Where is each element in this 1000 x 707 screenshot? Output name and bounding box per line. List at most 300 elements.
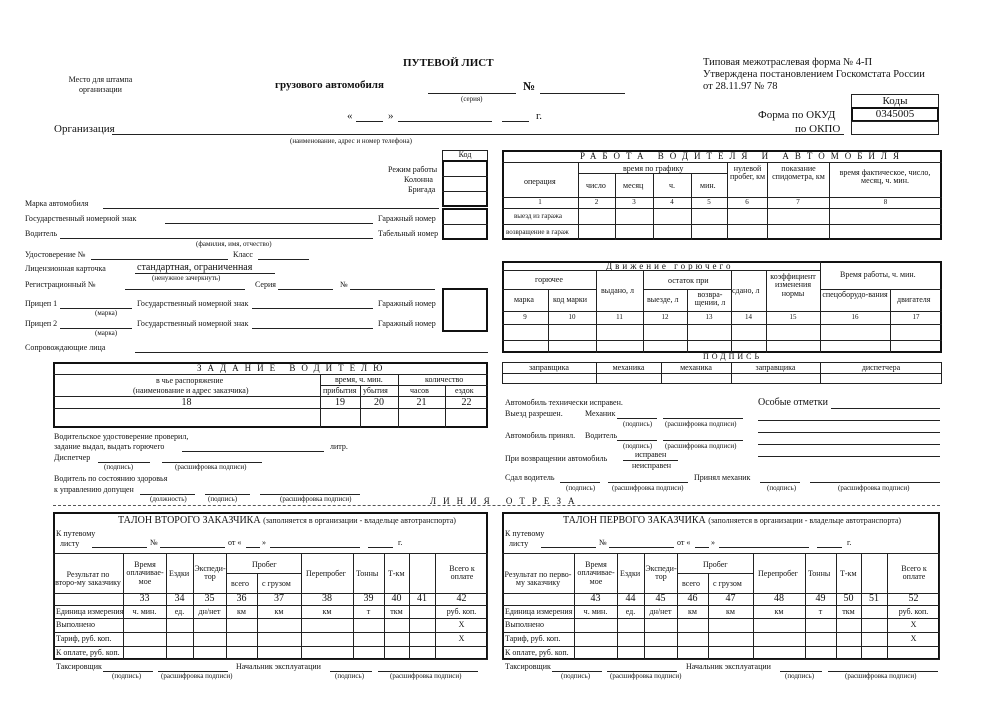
kod-box-1[interactable] bbox=[442, 160, 488, 207]
sign-caption: (подпись) bbox=[561, 672, 591, 680]
fuel-num: 9 bbox=[523, 313, 527, 321]
fuel-title: Движение горючего bbox=[606, 261, 734, 271]
sign-caption: (подпись) bbox=[785, 672, 815, 680]
t2-vl bbox=[301, 553, 302, 660]
t2-num: 37 bbox=[274, 593, 284, 604]
doc-title: ПУТЕВОЙ ЛИСТ bbox=[403, 57, 494, 69]
talon1-title-text: ТАЛОН ПЕРВОГО ЗАКАЗЧИКА bbox=[563, 515, 706, 526]
task-time: время, ч. мин. bbox=[335, 375, 383, 384]
work-num: 8 bbox=[883, 198, 888, 206]
decode-caption: (расшифровка подписи) bbox=[610, 672, 682, 680]
t2-hl bbox=[53, 618, 488, 619]
t1-unit-val: км bbox=[688, 607, 697, 616]
series-label: Серия bbox=[255, 280, 276, 289]
series-caption: (серия) bbox=[461, 95, 483, 103]
mech-sign-line[interactable] bbox=[617, 418, 657, 419]
t2-num: 35 bbox=[204, 593, 215, 604]
talon2-day-line[interactable] bbox=[246, 547, 260, 548]
decode-caption: (расшифровка подписи) bbox=[161, 672, 233, 680]
talon1-sheet-series-line[interactable] bbox=[541, 547, 596, 548]
series-field-line[interactable] bbox=[278, 289, 333, 290]
task-hours: часов bbox=[410, 386, 429, 395]
t2-x: X bbox=[458, 634, 465, 643]
form-line-3: от 28.11.97 № 78 bbox=[703, 81, 778, 92]
t2-rerun: Перепробег bbox=[306, 569, 346, 578]
talon1-no: № bbox=[599, 538, 607, 547]
t1-exp: Экспеди-тор bbox=[645, 564, 677, 582]
t1-vl bbox=[861, 553, 862, 660]
trailer2-brand-caption: (марка) bbox=[95, 329, 118, 337]
car-brand-label: Марка автомобиля bbox=[25, 199, 89, 208]
t1-run: Пробег bbox=[703, 560, 728, 569]
trailer1-garage-label: Гаражный номер bbox=[378, 299, 436, 308]
work-num: 6 bbox=[745, 198, 749, 206]
talon2-note: (заполняется в организации - владельце автотранспорта) bbox=[263, 516, 456, 525]
handed-driver-label: Сдал водитель bbox=[505, 473, 555, 482]
tab-no-label: Табельный номер bbox=[378, 229, 439, 238]
t1-payable: К оплате, руб. коп. bbox=[505, 648, 569, 657]
cut-line bbox=[53, 505, 940, 506]
plate-line[interactable] bbox=[165, 223, 373, 224]
driver-line[interactable] bbox=[60, 238, 373, 239]
talon2-sheet-series-line[interactable] bbox=[92, 547, 147, 548]
sign-caption: (подпись) bbox=[335, 672, 365, 680]
license-value[interactable]: стандартная, ограниченная bbox=[137, 262, 253, 273]
faulty-label[interactable]: неисправен bbox=[632, 461, 672, 470]
t2-chief: Начальник эксплуатации bbox=[236, 662, 321, 671]
column-label: Колонна bbox=[404, 175, 433, 184]
t2-vl bbox=[226, 553, 227, 660]
signature-label: ПОДПИСЬ bbox=[703, 352, 763, 361]
t2-loaded: с грузом bbox=[262, 579, 291, 588]
talon2-to-sheet: К путевому bbox=[56, 529, 96, 538]
okpo-label: по ОКПО bbox=[795, 123, 841, 135]
t2-vl bbox=[353, 553, 354, 660]
sign-caption: (подпись) bbox=[208, 495, 238, 503]
t1-num: 44 bbox=[625, 593, 636, 604]
task-num: 22 bbox=[461, 397, 472, 408]
decode-caption: (расшифровка подписи) bbox=[665, 442, 737, 450]
fuel-hl bbox=[502, 270, 820, 271]
t2-vl bbox=[166, 553, 167, 660]
fuel-remainder: остаток при bbox=[668, 276, 709, 285]
talon2-month-line[interactable] bbox=[270, 547, 360, 548]
date-day-line[interactable] bbox=[356, 121, 383, 122]
talon2-from: от « bbox=[228, 538, 242, 547]
t2-hl bbox=[53, 646, 488, 647]
car-brand-line[interactable] bbox=[103, 208, 439, 209]
t2-trips: Ездки bbox=[169, 569, 190, 578]
t1-hl bbox=[677, 573, 753, 574]
t2-run: Пробег bbox=[252, 560, 277, 569]
special-marks-line[interactable] bbox=[831, 408, 940, 409]
driver-label: Водитель bbox=[25, 229, 58, 238]
talon2-no: № bbox=[150, 538, 158, 547]
date-year-line[interactable] bbox=[502, 121, 529, 122]
form-line-2: Утверждена постановлением Госкомстата России bbox=[703, 69, 925, 80]
fuel-num: 14 bbox=[745, 313, 752, 321]
trailer2-label: Прицеп 2 bbox=[25, 319, 58, 328]
work-exit: выезд из гаража bbox=[514, 212, 562, 220]
work-vl bbox=[691, 173, 692, 240]
trailer1-plate-label: Государственный номерной знак bbox=[137, 299, 249, 308]
t2-hl bbox=[53, 632, 488, 633]
t1-vl bbox=[708, 573, 709, 660]
t2-taxer: Таксировщик bbox=[56, 662, 102, 671]
handed-sign-line[interactable] bbox=[560, 482, 600, 483]
work-hl bbox=[502, 224, 942, 225]
sig-col: механика bbox=[612, 363, 645, 372]
exit-allowed-label: Выезд разрешен. bbox=[505, 409, 563, 418]
fuel-amount-line[interactable] bbox=[182, 451, 324, 452]
garage-no-label: Гаражный номер bbox=[378, 214, 436, 223]
t2-num: 34 bbox=[174, 593, 185, 604]
t2-vl bbox=[257, 573, 258, 660]
escort-line[interactable] bbox=[135, 352, 488, 353]
okpo-cell[interactable] bbox=[851, 121, 939, 135]
t1-vl bbox=[887, 553, 888, 660]
t1-result: Результат по перво-му заказчику bbox=[504, 570, 572, 588]
t1-hl bbox=[502, 618, 940, 619]
fuel-vl bbox=[548, 289, 549, 353]
talon1-g: г. bbox=[847, 538, 852, 547]
car-accepted-label: Автомобиль принял. bbox=[505, 431, 576, 440]
task-hl bbox=[53, 374, 488, 375]
task-customer2: (наименование и адрес заказчика) bbox=[133, 386, 249, 395]
t1-hl bbox=[502, 646, 940, 647]
trailer1-brand-caption: (марка) bbox=[95, 309, 118, 317]
t2-vl bbox=[409, 553, 410, 660]
work-day: число bbox=[586, 181, 606, 190]
work-hl bbox=[578, 173, 727, 174]
kod-div bbox=[442, 224, 488, 225]
driver-caption: (фамилия, имя, отчество) bbox=[196, 240, 272, 248]
sig-col: диспетчера bbox=[861, 363, 901, 372]
driver-accept-label: Водитель bbox=[585, 431, 618, 440]
fuel-vl bbox=[687, 289, 688, 353]
t1-done: Выполнено bbox=[505, 620, 544, 629]
cert-line[interactable] bbox=[91, 259, 228, 260]
task-hl bbox=[53, 408, 488, 409]
t1-total: всего bbox=[682, 579, 701, 588]
class-label: Класс bbox=[233, 250, 253, 259]
t1-num: 45 bbox=[655, 593, 666, 604]
cert-label: Удостоверение № bbox=[25, 250, 86, 259]
fuel-num: 16 bbox=[851, 313, 859, 321]
t2-tons: Тонны bbox=[356, 569, 379, 578]
reg-no-label: Регистрационный № bbox=[25, 280, 96, 289]
t1-time: Время оплачивае-мое bbox=[577, 560, 615, 586]
work-vl bbox=[653, 173, 654, 240]
cut-line-label: ЛИНИЯ ОТРЕЗА bbox=[430, 496, 582, 506]
t1-vl bbox=[753, 553, 754, 660]
fuel-handed: сдано, л bbox=[732, 286, 760, 295]
sig-col: заправщика bbox=[529, 363, 569, 372]
mech-decode-line[interactable] bbox=[663, 418, 743, 419]
date-month-line[interactable] bbox=[398, 121, 492, 122]
sign-caption: (подпись) bbox=[623, 442, 653, 450]
plate-label: Государственный номерной знак bbox=[25, 214, 137, 223]
t2-num: 38 bbox=[322, 593, 332, 604]
fuel-work-time: Время работы, ч. мин. bbox=[840, 270, 916, 279]
t2-done: Выполнено bbox=[56, 620, 95, 629]
on-return-label: При возвращении автомобиль bbox=[505, 454, 608, 463]
special-marks-line[interactable] bbox=[758, 420, 940, 421]
accepted-mech-label: Принял механик bbox=[694, 473, 751, 482]
t1-to-pay: Всего к оплате bbox=[901, 564, 927, 582]
talon1-day-line[interactable] bbox=[695, 547, 709, 548]
t2-exp: Экспеди-тор bbox=[194, 564, 226, 582]
t1-num: 43 bbox=[590, 593, 601, 604]
work-num: 7 bbox=[796, 198, 800, 206]
work-num: 3 bbox=[632, 198, 636, 206]
talon2-close: » bbox=[262, 538, 266, 547]
accepted-decode-line[interactable] bbox=[810, 482, 940, 483]
license-label: Лицензионная карточка bbox=[25, 264, 106, 273]
license-caption: (ненужное зачеркнуть) bbox=[152, 274, 221, 282]
talon1-close: » bbox=[711, 538, 715, 547]
escort-label: Сопровождающие лица bbox=[25, 343, 106, 352]
t2-result: Результат по второ-му заказчику bbox=[55, 570, 121, 588]
fuel-special: спецоборудо-вания bbox=[822, 290, 888, 299]
trailer1-plate-line[interactable] bbox=[252, 308, 373, 309]
okud-value: 0345005 bbox=[875, 108, 915, 120]
t1-vl bbox=[805, 553, 806, 660]
dispatcher-label: Диспетчер bbox=[54, 453, 91, 462]
series-line[interactable] bbox=[428, 93, 516, 94]
sign-caption: (подпись) bbox=[112, 672, 142, 680]
t2-hl bbox=[53, 605, 488, 606]
talon2-no-line[interactable] bbox=[160, 547, 225, 548]
sign-caption: (подпись) bbox=[623, 420, 653, 428]
work-schedule: время по графику bbox=[623, 164, 684, 173]
special-marks-line[interactable] bbox=[758, 444, 940, 445]
talon2-year-line[interactable] bbox=[368, 547, 393, 548]
work-zero-run: нулевой пробег, км bbox=[729, 164, 766, 182]
t1-hl bbox=[502, 605, 940, 606]
org-line[interactable] bbox=[112, 134, 844, 135]
fuel-code: код марки bbox=[553, 295, 588, 304]
fuel-num: 11 bbox=[616, 313, 623, 321]
number-field-line[interactable] bbox=[350, 289, 435, 290]
t1-vl bbox=[836, 553, 837, 660]
license-checked: Водительское удостоверение проверил, bbox=[54, 432, 189, 441]
task-customer: в чье распоряжение bbox=[156, 376, 224, 385]
t1-num: 46 bbox=[687, 593, 698, 604]
decode-caption: (расшифровка подписи) bbox=[612, 484, 684, 492]
t1-unit-val: руб. коп. bbox=[898, 607, 929, 616]
sign-caption: (подпись) bbox=[767, 484, 797, 492]
t2-unit-val: км bbox=[322, 607, 332, 616]
healthy-label: Водитель по состоянию здоровья bbox=[54, 474, 168, 483]
admitted-label: к управлению допущен bbox=[54, 485, 134, 494]
t1-num: 48 bbox=[774, 593, 784, 604]
t2-unit-val: руб. коп. bbox=[446, 607, 477, 616]
drv-decode-line[interactable] bbox=[663, 440, 743, 441]
t2-num: 40 bbox=[391, 593, 402, 604]
talon2-title bbox=[118, 516, 456, 526]
task-title: ЗАДАНИЕ ВОДИТЕЛЮ bbox=[197, 363, 389, 373]
t2-unit-val: км bbox=[274, 607, 284, 616]
t1-x: X bbox=[910, 620, 917, 629]
t1-tons: Тонны bbox=[808, 569, 831, 578]
fuel-num: 15 bbox=[789, 313, 797, 321]
special-marks-line[interactable] bbox=[758, 432, 940, 433]
t1-num: 47 bbox=[725, 593, 736, 604]
fuel-num: 12 bbox=[661, 313, 669, 321]
decode-caption: (расшифровка подписи) bbox=[280, 495, 352, 503]
fuel-hl bbox=[502, 340, 942, 341]
date-close-quote: » bbox=[388, 110, 394, 122]
tech-ok-label: Автомобиль технически исправен. bbox=[505, 398, 623, 407]
mode-label: Режим работы bbox=[388, 165, 438, 174]
t2-tariff: Тариф, руб. коп. bbox=[56, 634, 112, 643]
work-table bbox=[502, 150, 942, 240]
t2-num: 41 bbox=[417, 593, 427, 604]
mechanic-label: Механик bbox=[585, 409, 616, 418]
position-caption: (должность) bbox=[150, 495, 187, 503]
talon2-sheet: листу bbox=[60, 539, 80, 548]
talon1-month-line[interactable] bbox=[719, 547, 809, 548]
t2-unit-val: ед. bbox=[174, 607, 185, 616]
sig-col: механика bbox=[680, 363, 712, 372]
t2-x: X bbox=[458, 620, 465, 629]
t1-num: 50 bbox=[843, 593, 854, 604]
talon1-year-line[interactable] bbox=[817, 547, 842, 548]
doc-subtitle: грузового автомобиля bbox=[275, 79, 384, 91]
decode-caption: (расшифровка подписи) bbox=[838, 484, 910, 492]
t2-num: 39 bbox=[363, 593, 374, 604]
t1-vl bbox=[617, 553, 618, 660]
decode-caption: (расшифровка подписи) bbox=[665, 420, 737, 428]
t2-to-pay: Всего к оплате bbox=[449, 564, 475, 582]
t1-taxer: Таксировщик bbox=[505, 662, 551, 671]
task-qty: количество bbox=[425, 375, 464, 384]
work-return: возвращение в гараж bbox=[506, 228, 569, 236]
task-issued: задание выдал, выдать горючего bbox=[54, 442, 165, 451]
work-minutes: мин. bbox=[700, 181, 716, 190]
t1-unit-val: км bbox=[774, 607, 784, 616]
year-suffix: г. bbox=[536, 110, 543, 122]
sign-caption: (подпись) bbox=[566, 484, 596, 492]
trailer2-plate-label: Государственный номерной знак bbox=[137, 319, 249, 328]
trailer2-plate-line[interactable] bbox=[252, 328, 373, 329]
work-vl bbox=[615, 173, 616, 240]
sig-col: заправщика bbox=[755, 363, 796, 372]
t2-unit-val: дн/нет bbox=[198, 607, 221, 616]
t1-unit-val: ч. мин. bbox=[583, 607, 608, 616]
serviceable-label[interactable]: исправен bbox=[635, 450, 667, 459]
form-line-1: Типовая межотраслевая форма № 4-П bbox=[703, 57, 873, 68]
fuel-vl bbox=[890, 289, 891, 353]
accepted-sign-line[interactable] bbox=[760, 482, 800, 483]
work-odometer: показание спидометра, км bbox=[772, 164, 825, 182]
work-operation: операция bbox=[524, 177, 556, 186]
work-hours: ч. bbox=[669, 181, 676, 190]
task-trips: ездок bbox=[455, 386, 474, 395]
t2-unit-val: ч. мин. bbox=[132, 607, 157, 616]
talon1-from: от « bbox=[677, 538, 691, 547]
codes-label: Коды bbox=[882, 95, 908, 107]
task-num: 18 bbox=[181, 397, 192, 408]
work-num: 4 bbox=[670, 198, 674, 206]
fuel-coef: коэффициент изменения нормы bbox=[770, 272, 816, 298]
work-month: месяц bbox=[623, 181, 644, 190]
sign-caption: (подпись) bbox=[104, 463, 134, 471]
trailer2-garage-label: Гаражный номер bbox=[378, 319, 436, 328]
t2-total: всего bbox=[231, 579, 250, 588]
fuel-num: 13 bbox=[705, 313, 713, 321]
okud-label: Форма по ОКУД bbox=[758, 109, 836, 121]
special-marks-line[interactable] bbox=[758, 456, 940, 457]
t1-unit-val: км bbox=[726, 607, 735, 616]
fuel-hl bbox=[502, 289, 596, 290]
talon2-g: г. bbox=[398, 538, 403, 547]
t1-rerun: Перепробег bbox=[758, 569, 798, 578]
talon1-no-line[interactable] bbox=[609, 547, 674, 548]
reg-no-line[interactable] bbox=[125, 289, 245, 290]
trailer-box[interactable] bbox=[442, 288, 488, 332]
class-line[interactable] bbox=[258, 259, 309, 260]
task-departure: убытия bbox=[363, 386, 388, 395]
work-hl bbox=[502, 197, 942, 198]
fuel-hl bbox=[502, 311, 942, 312]
talon2-title-text: ТАЛОН ВТОРОГО ЗАКАЗЧИКА bbox=[118, 515, 261, 526]
work-num: 2 bbox=[594, 198, 599, 206]
decode-caption: (расшифровка подписи) bbox=[845, 672, 917, 680]
t2-tkm: Т-км bbox=[388, 569, 405, 578]
t1-unit-val: ед. bbox=[625, 607, 636, 616]
t1-unit-val: ткм bbox=[842, 607, 855, 616]
stamp-place: Место для штампа организации bbox=[68, 75, 133, 94]
fuel-hl bbox=[502, 324, 942, 325]
task-num: 20 bbox=[374, 397, 384, 408]
fuel-at-return: возвра-щении, л bbox=[694, 290, 726, 308]
fuel-num: 10 bbox=[568, 313, 576, 321]
number-label: № bbox=[340, 280, 348, 289]
fuel-brand: марка bbox=[514, 295, 534, 304]
kod-div bbox=[442, 176, 488, 177]
t2-unit-val: км bbox=[237, 607, 246, 616]
t1-loaded: с грузом bbox=[713, 579, 742, 588]
number-line[interactable] bbox=[540, 93, 625, 94]
t1-unit-val: дн/нет bbox=[649, 607, 672, 616]
handed-decode-line[interactable] bbox=[608, 482, 688, 483]
drv-sign-line[interactable] bbox=[617, 440, 657, 441]
t2-num: 42 bbox=[456, 593, 467, 604]
org-caption: (наименование, адрес и номер телефона) bbox=[290, 137, 412, 145]
t2-vl bbox=[384, 553, 385, 660]
fuel-num: 17 bbox=[912, 313, 920, 321]
special-marks-label: Особые отметки bbox=[758, 397, 828, 408]
t1-tariff: Тариф, руб. коп. bbox=[505, 634, 561, 643]
work-actual: время фактическое, число, месяц, ч. мин. bbox=[839, 168, 931, 186]
t2-time: Время оплачивае-мое bbox=[126, 560, 164, 586]
t2-vl bbox=[435, 553, 436, 660]
t1-num: 51 bbox=[869, 593, 879, 604]
t1-hl bbox=[502, 632, 940, 633]
t1-vl bbox=[677, 553, 678, 660]
decode-caption: (расшифровка подписи) bbox=[390, 672, 462, 680]
number-sign: № bbox=[523, 79, 536, 93]
t2-num: 33 bbox=[139, 593, 150, 604]
fuel-at-exit: выезде, л bbox=[647, 295, 679, 304]
t2-unit-val: т bbox=[366, 607, 371, 616]
t1-x: X bbox=[910, 634, 917, 643]
t1-num: 49 bbox=[815, 593, 826, 604]
talon1-to-sheet: К путевому bbox=[505, 529, 545, 538]
t1-num: 52 bbox=[908, 593, 919, 604]
